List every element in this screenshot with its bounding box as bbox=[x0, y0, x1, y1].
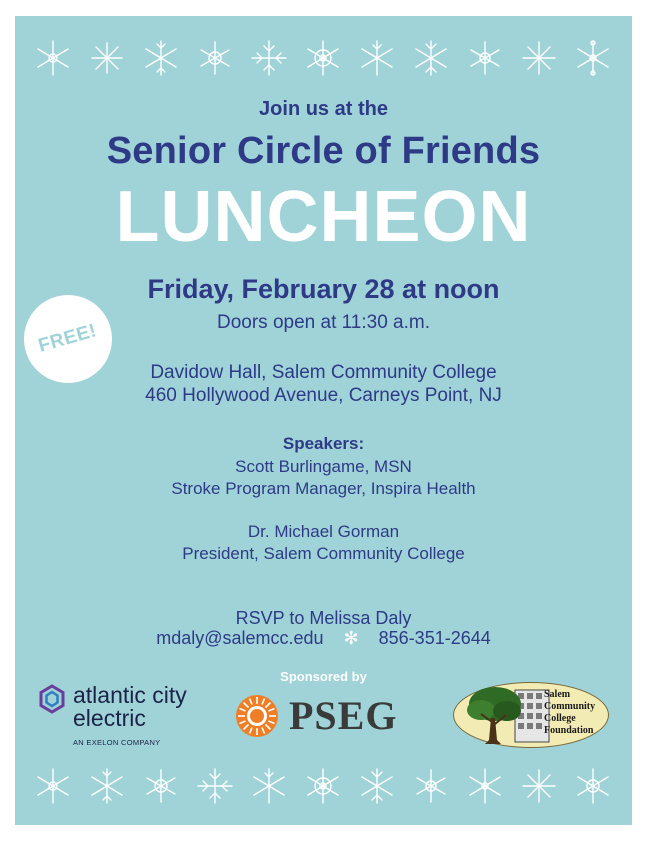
snowflake-icon bbox=[519, 766, 559, 806]
snowflake-icon bbox=[411, 766, 451, 806]
snowflake-icon bbox=[465, 766, 505, 806]
flyer bbox=[15, 16, 632, 825]
snowflake-icon bbox=[357, 38, 397, 78]
scc-name-line4: Foundation bbox=[544, 725, 594, 736]
scc-name-line3: College bbox=[544, 713, 576, 724]
snowflake-icon bbox=[87, 766, 127, 806]
tree-building-icon bbox=[461, 684, 551, 750]
free-badge-label: FREE! bbox=[36, 320, 100, 357]
speakers-heading: Speakers: bbox=[282, 434, 365, 453]
sponsor-scc-foundation-logo bbox=[453, 682, 609, 748]
snowflake-icon bbox=[573, 766, 613, 806]
snowflake-row-top bbox=[15, 38, 632, 82]
venue-name: Davidow Hall, Salem Community College bbox=[150, 362, 497, 383]
scc-foundation-name bbox=[544, 689, 595, 737]
event-type-heading: LUNCHEON bbox=[115, 177, 532, 257]
scc-name-line1: Salem bbox=[544, 689, 571, 700]
speaker-2-name: Dr. Michael Gorman bbox=[247, 522, 400, 541]
snowflake-icon bbox=[249, 38, 289, 78]
snowflake-icon bbox=[141, 766, 181, 806]
pseg-sun-icon bbox=[235, 694, 279, 738]
snowflake-icon bbox=[411, 38, 451, 78]
venue-address: 460 Hollywood Avenue, Carneys Point, NJ bbox=[145, 385, 502, 406]
snowflake-separator-icon: ✻ bbox=[343, 628, 359, 648]
snowflake-icon bbox=[33, 766, 73, 806]
sponsored-by-label: Sponsored by bbox=[280, 669, 367, 684]
pseg-wordmark: PSEG bbox=[289, 693, 398, 738]
snowflake-row-bottom bbox=[15, 766, 632, 810]
scc-name-line2: Community bbox=[544, 701, 596, 712]
event-date: Friday, February 28 at noon bbox=[147, 274, 500, 304]
snowflake-icon bbox=[33, 38, 73, 78]
sponsor-atlantic-city-electric-logo bbox=[37, 682, 207, 752]
rsvp-details bbox=[15, 628, 632, 649]
snowflake-icon bbox=[519, 38, 559, 78]
intro-text: Join us at the bbox=[259, 98, 388, 120]
snowflake-icon bbox=[573, 38, 613, 78]
sponsor-pseg-logo bbox=[235, 694, 415, 738]
snowflake-icon bbox=[195, 38, 235, 78]
speaker-1-name: Scott Burlingame, MSN bbox=[235, 457, 412, 476]
snowflake-icon bbox=[303, 38, 343, 78]
snowflake-icon bbox=[249, 766, 289, 806]
snowflake-icon bbox=[357, 766, 397, 806]
snowflake-icon bbox=[465, 38, 505, 78]
rsvp-contact: RSVP to Melissa Daly bbox=[235, 608, 412, 628]
ace-subtitle: AN EXELON COMPANY bbox=[73, 738, 161, 747]
ace-name-line1: atlantic city bbox=[73, 682, 187, 708]
snowflake-icon bbox=[195, 766, 235, 806]
snowflake-icon bbox=[141, 38, 181, 78]
snowflake-icon bbox=[87, 38, 127, 78]
rsvp-email[interactable]: mdaly@salemcc.edu bbox=[156, 628, 324, 648]
exelon-hexagon-icon bbox=[37, 684, 67, 714]
event-title: Senior Circle of Friends bbox=[106, 130, 541, 172]
speaker-1-title: Stroke Program Manager, Inspira Health bbox=[171, 479, 476, 498]
speaker-2-title: President, Salem Community College bbox=[182, 544, 465, 563]
snowflake-icon bbox=[303, 766, 343, 806]
rsvp-phone[interactable]: 856-351-2644 bbox=[378, 628, 491, 648]
doors-open-time: Doors open at 11:30 a.m. bbox=[217, 312, 430, 333]
ace-name-line2: electric bbox=[73, 705, 146, 731]
